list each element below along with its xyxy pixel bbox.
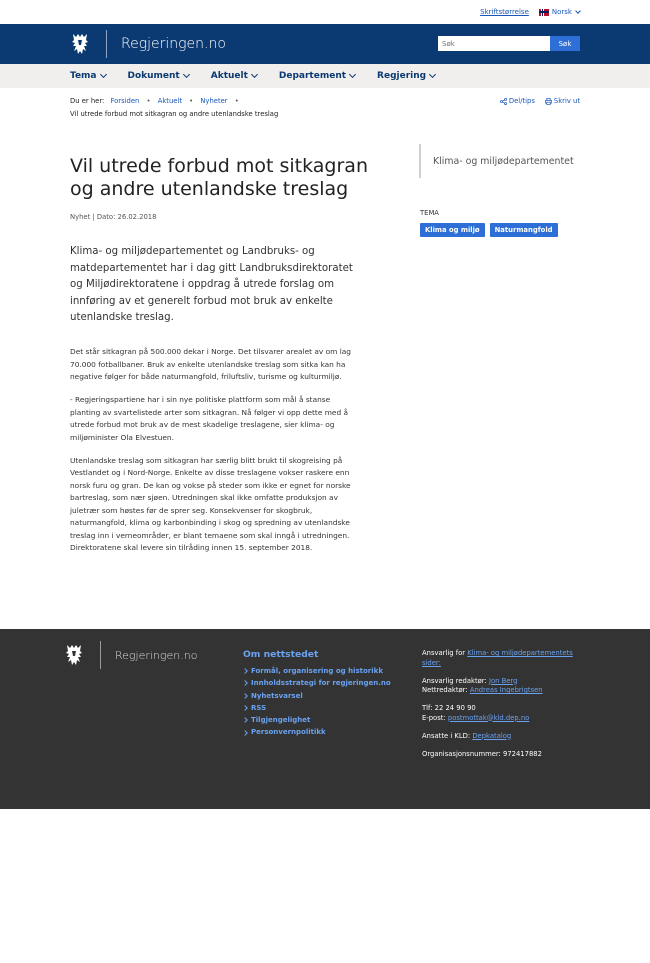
utility-bar	[0, 0, 650, 24]
footer-link[interactable]	[243, 714, 391, 726]
footer-link-label: Personvernpolitikk	[251, 728, 326, 737]
org-number: Organisasjonsnummer: 972417882	[422, 749, 542, 758]
web-editor-label: Nettredaktør:	[422, 686, 468, 694]
footer-link[interactable]	[243, 702, 391, 714]
breadcrumb-link-aktuelt[interactable]: Aktuelt	[157, 97, 182, 105]
footer-logo[interactable]	[64, 641, 197, 669]
email-link[interactable]: postmottak@kld.dep.no	[447, 713, 530, 722]
print-label: Skriv ut	[553, 97, 580, 105]
chevron-down-icon	[251, 71, 258, 78]
chevron-down-icon	[429, 71, 436, 78]
footer-editors	[422, 677, 592, 696]
footer-divider	[100, 641, 101, 669]
print-button[interactable]	[545, 97, 580, 105]
breadcrumb-prefix: Du er her:	[70, 97, 105, 105]
nav-item-dokument[interactable]	[128, 71, 189, 81]
article-body	[70, 346, 355, 565]
share-button[interactable]	[500, 97, 535, 105]
site-footer	[0, 629, 650, 809]
chevron-down-icon	[575, 8, 581, 14]
footer-link-label: RSS	[251, 703, 267, 712]
nav-label: Dokument	[127, 71, 180, 81]
footer-contact	[422, 649, 592, 768]
footer-phone-email	[422, 704, 592, 723]
tema-tags	[420, 223, 558, 237]
article-paragraph: Det står sitkagran på 500.000 dekar i Norge. Det tilsvarer arealet av om lag 70.000 fotballbaner. Bruk av enkelte utenlandske treslag som sitka kan ha negative følger for både naturmangfold, friluftsliv, turisme og kulturmiljø.	[70, 347, 351, 381]
nav-item-tema[interactable]	[70, 71, 106, 81]
chevron-right-icon	[242, 717, 248, 723]
search-form	[438, 36, 580, 51]
nav-label: Aktuelt	[210, 71, 248, 81]
share-label: Del/tips	[508, 97, 535, 105]
language-label: Norsk	[551, 8, 572, 16]
breadcrumb-separator: •	[146, 97, 151, 105]
ministry-link[interactable]: Klima- og miljødepartementet	[419, 144, 579, 178]
site-name[interactable]: Regjeringen.no	[121, 36, 226, 52]
breadcrumb-current: Vil utrede forbud mot sitkagran og andre utenlandske treslag	[70, 110, 279, 118]
footer-link-label: Formål, organisering og historikk	[251, 667, 383, 675]
search-input[interactable]	[438, 36, 550, 51]
search-button[interactable]: Søk	[550, 36, 580, 51]
norwegian-flag-icon	[539, 9, 549, 16]
article-paragraph: Utenlandske treslag som sitkagran har særlig blitt brukt til skogreising på Vestlandet og i Nord-Norge. Enkelte av disse treslagene vokser raskere enn norsk furu og gran. De kan og vokse på steder som ikke er egnet for norske bartreslag, som nær sjøen. Utredningen skal ikke omfatte produksjon av juletrær som høstes før de sprer seg. Konsekvenser for skogbruk, naturmangfold, klima og karbonbinding i skog og spredning av utenlandske treslag inn i verneområder, er blant temaene som skal inngå i utredningen. Direktoratene skal levere sin tilråding innen 15. september 2018.	[70, 455, 351, 552]
footer-link[interactable]	[243, 677, 391, 689]
footer-staff	[422, 732, 592, 742]
printer-icon	[545, 98, 552, 105]
phone-number: Tlf: 22 24 90 90	[422, 704, 476, 712]
main-nav	[0, 64, 650, 88]
footer-responsible	[422, 649, 592, 668]
editor-link[interactable]: Jon Berg	[488, 676, 518, 685]
tag-naturmangfold[interactable]: Naturmangfold	[490, 223, 558, 237]
share-icon	[500, 98, 507, 105]
tema-heading: TEMA	[420, 209, 439, 217]
email-label: E-post:	[422, 713, 446, 722]
editor-label: Ansvarlig redaktør:	[422, 676, 487, 685]
nav-label: Regjering	[377, 71, 427, 81]
chevron-right-icon	[242, 730, 248, 736]
lion-logo-icon[interactable]	[70, 32, 90, 56]
chevron-down-icon	[349, 71, 356, 78]
footer-about	[243, 649, 391, 739]
responsible-link[interactable]: Klima- og miljødepartementets sider:	[422, 649, 573, 667]
breadcrumb-link-forsiden[interactable]: Forsiden	[110, 97, 140, 105]
staff-label: Ansatte i KLD:	[422, 731, 471, 740]
web-editor-link[interactable]: Andreas Ingebrigtsen	[469, 686, 543, 694]
footer-link[interactable]	[243, 690, 391, 702]
chevron-right-icon	[242, 693, 248, 699]
language-selector[interactable]	[539, 8, 580, 16]
breadcrumb-separator: •	[234, 97, 239, 105]
footer-link-label: Innholdsstrategi for regjeringen.no	[251, 679, 391, 688]
font-size-link[interactable]: Skriftstørrelse	[480, 8, 529, 16]
chevron-down-icon	[183, 71, 190, 78]
chevron-right-icon	[242, 705, 248, 711]
tag-klima-og-miljo[interactable]: Klima og miljø	[420, 223, 485, 237]
footer-link-label: Nyhetsvarsel	[251, 691, 303, 700]
footer-link-label: Tilgjengelighet	[251, 716, 311, 725]
lion-logo-icon	[64, 643, 84, 667]
article-meta: Nyhet | Dato: 26.02.2018	[70, 213, 157, 221]
responsible-prefix: Ansvarlig for	[422, 649, 466, 657]
breadcrumb	[70, 97, 278, 118]
footer-site-name: Regjeringen.no	[115, 648, 198, 662]
header-divider	[106, 30, 107, 58]
article-paragraph: - Regjeringspartiene har i sin nye politiske plattform som mål å stanse planting av svartelistede arter som sitkagran. Nå følger vi opp dette med å utrede forbud mot bruk av de mest skadelige treslagene, sier klima- og miljøminister Ola Elvestuen.	[70, 395, 349, 442]
chevron-down-icon	[99, 71, 106, 78]
footer-link[interactable]	[243, 726, 391, 738]
site-header	[0, 24, 650, 64]
nav-item-departement[interactable]	[279, 71, 355, 81]
breadcrumb-separator: •	[189, 97, 194, 105]
nav-item-regjering[interactable]	[377, 71, 435, 81]
nav-label: Tema	[70, 71, 97, 81]
article-title: Vil utrede forbud mot sitkagran og andre utenlandske treslag	[70, 155, 368, 200]
breadcrumb-link-nyheter[interactable]: Nyheter	[200, 97, 228, 105]
chevron-right-icon	[242, 681, 248, 687]
staff-link[interactable]: Depkatalog	[472, 731, 512, 740]
nav-label: Departement	[278, 71, 347, 81]
page-tools	[500, 97, 580, 105]
footer-about-title: Om nettstedet	[243, 649, 319, 660]
article-lead: Klima- og miljødepartementet og Landbruks- og matdepartementet har i dag gitt Landbruksdirektoratet og Miljødirektoratene i oppdrag å utrede forslag om innføring av et generelt forbud mot bruk av enkelte utenlandske treslag.	[70, 246, 353, 323]
nav-item-aktuelt[interactable]	[211, 71, 257, 81]
footer-link[interactable]	[243, 665, 391, 677]
chevron-right-icon	[242, 668, 248, 674]
